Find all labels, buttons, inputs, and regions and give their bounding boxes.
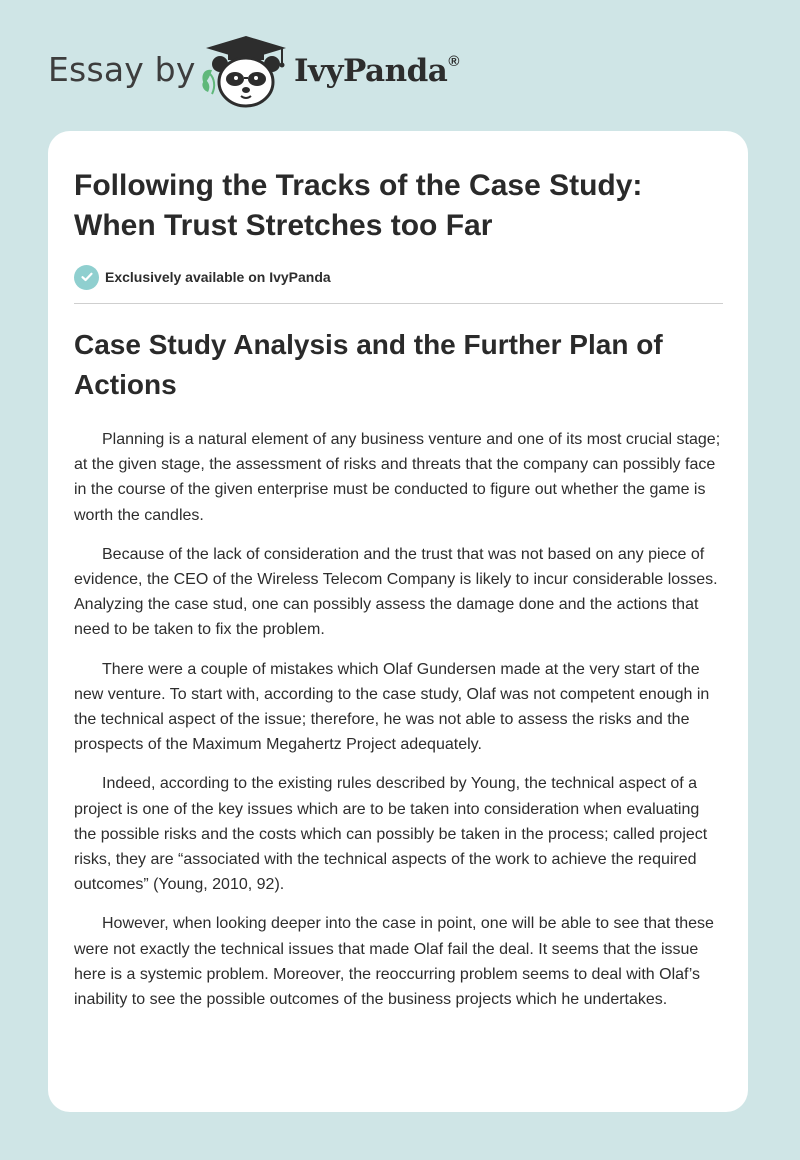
brand-logo[interactable] — [294, 53, 459, 89]
paragraph: Planning is a natural element of any business venture and one of its most crucial stage; at the given stage, the assessment of risks and threats that the company can possibly face in the course of the given enterprise must be conducted to figure out whether the game is worth the candles. — [74, 431, 721, 524]
site-header — [0, 0, 800, 130]
section-title: Case Study Analysis and the Further Plan of Actions — [74, 329, 663, 400]
panda-graduate-icon[interactable] — [198, 34, 294, 110]
divider — [74, 303, 723, 304]
paragraph: Because of the lack of consideration and the trust that was not based on any piece of evidence, the CEO of the Wireless Telecom Company is likely to incur considerable losses. Analyzing the case stud, one can possibly assess the damage done and the actions that need to be taken to fix the problem. — [74, 545, 718, 639]
paragraph: However, when looking deeper into the case in point, one will be able to see that these were not exactly the technical issues that made Olaf fail the deal. It seems that the issue here is a systemic problem. Moreover, the reoccurring problem seems to deal with Olaf’s inability to see the possible outcomes of the business projects which he undertakes. — [74, 915, 714, 1009]
trademark-symbol: ® — [448, 53, 459, 70]
exclusive-badge-label: Exclusively available on IvyPanda — [105, 269, 331, 285]
paragraph: Indeed, according to the existing rules described by Young, the technical aspect of a project is one of the key issues which are to be taken into consideration when evaluating the possible risks and the costs which can possibly be taken in the process; called project risks, they are “associated with the technical aspects of the work to achieve the required outcomes” (Young, 2010, 92). — [74, 775, 708, 894]
essay-by-label: Essay by — [48, 50, 196, 89]
paragraph: There were a couple of mistakes which Olaf Gundersen made at the very start of the new venture. To start with, according to the case study, Olaf was not competent enough in the technical aspect of the issue; therefore, he was not able to assess the risks and the prospects of the Maximum Megahertz Project adequately. — [74, 660, 710, 754]
check-circle-icon — [74, 265, 99, 290]
exclusive-badge — [74, 264, 331, 290]
brand-name: IvyPanda — [294, 53, 448, 89]
essay-card — [48, 131, 748, 1112]
page-title: Following the Tracks of the Case Study: When Trust Stretches too Far — [74, 169, 643, 242]
article-body — [74, 427, 724, 1026]
